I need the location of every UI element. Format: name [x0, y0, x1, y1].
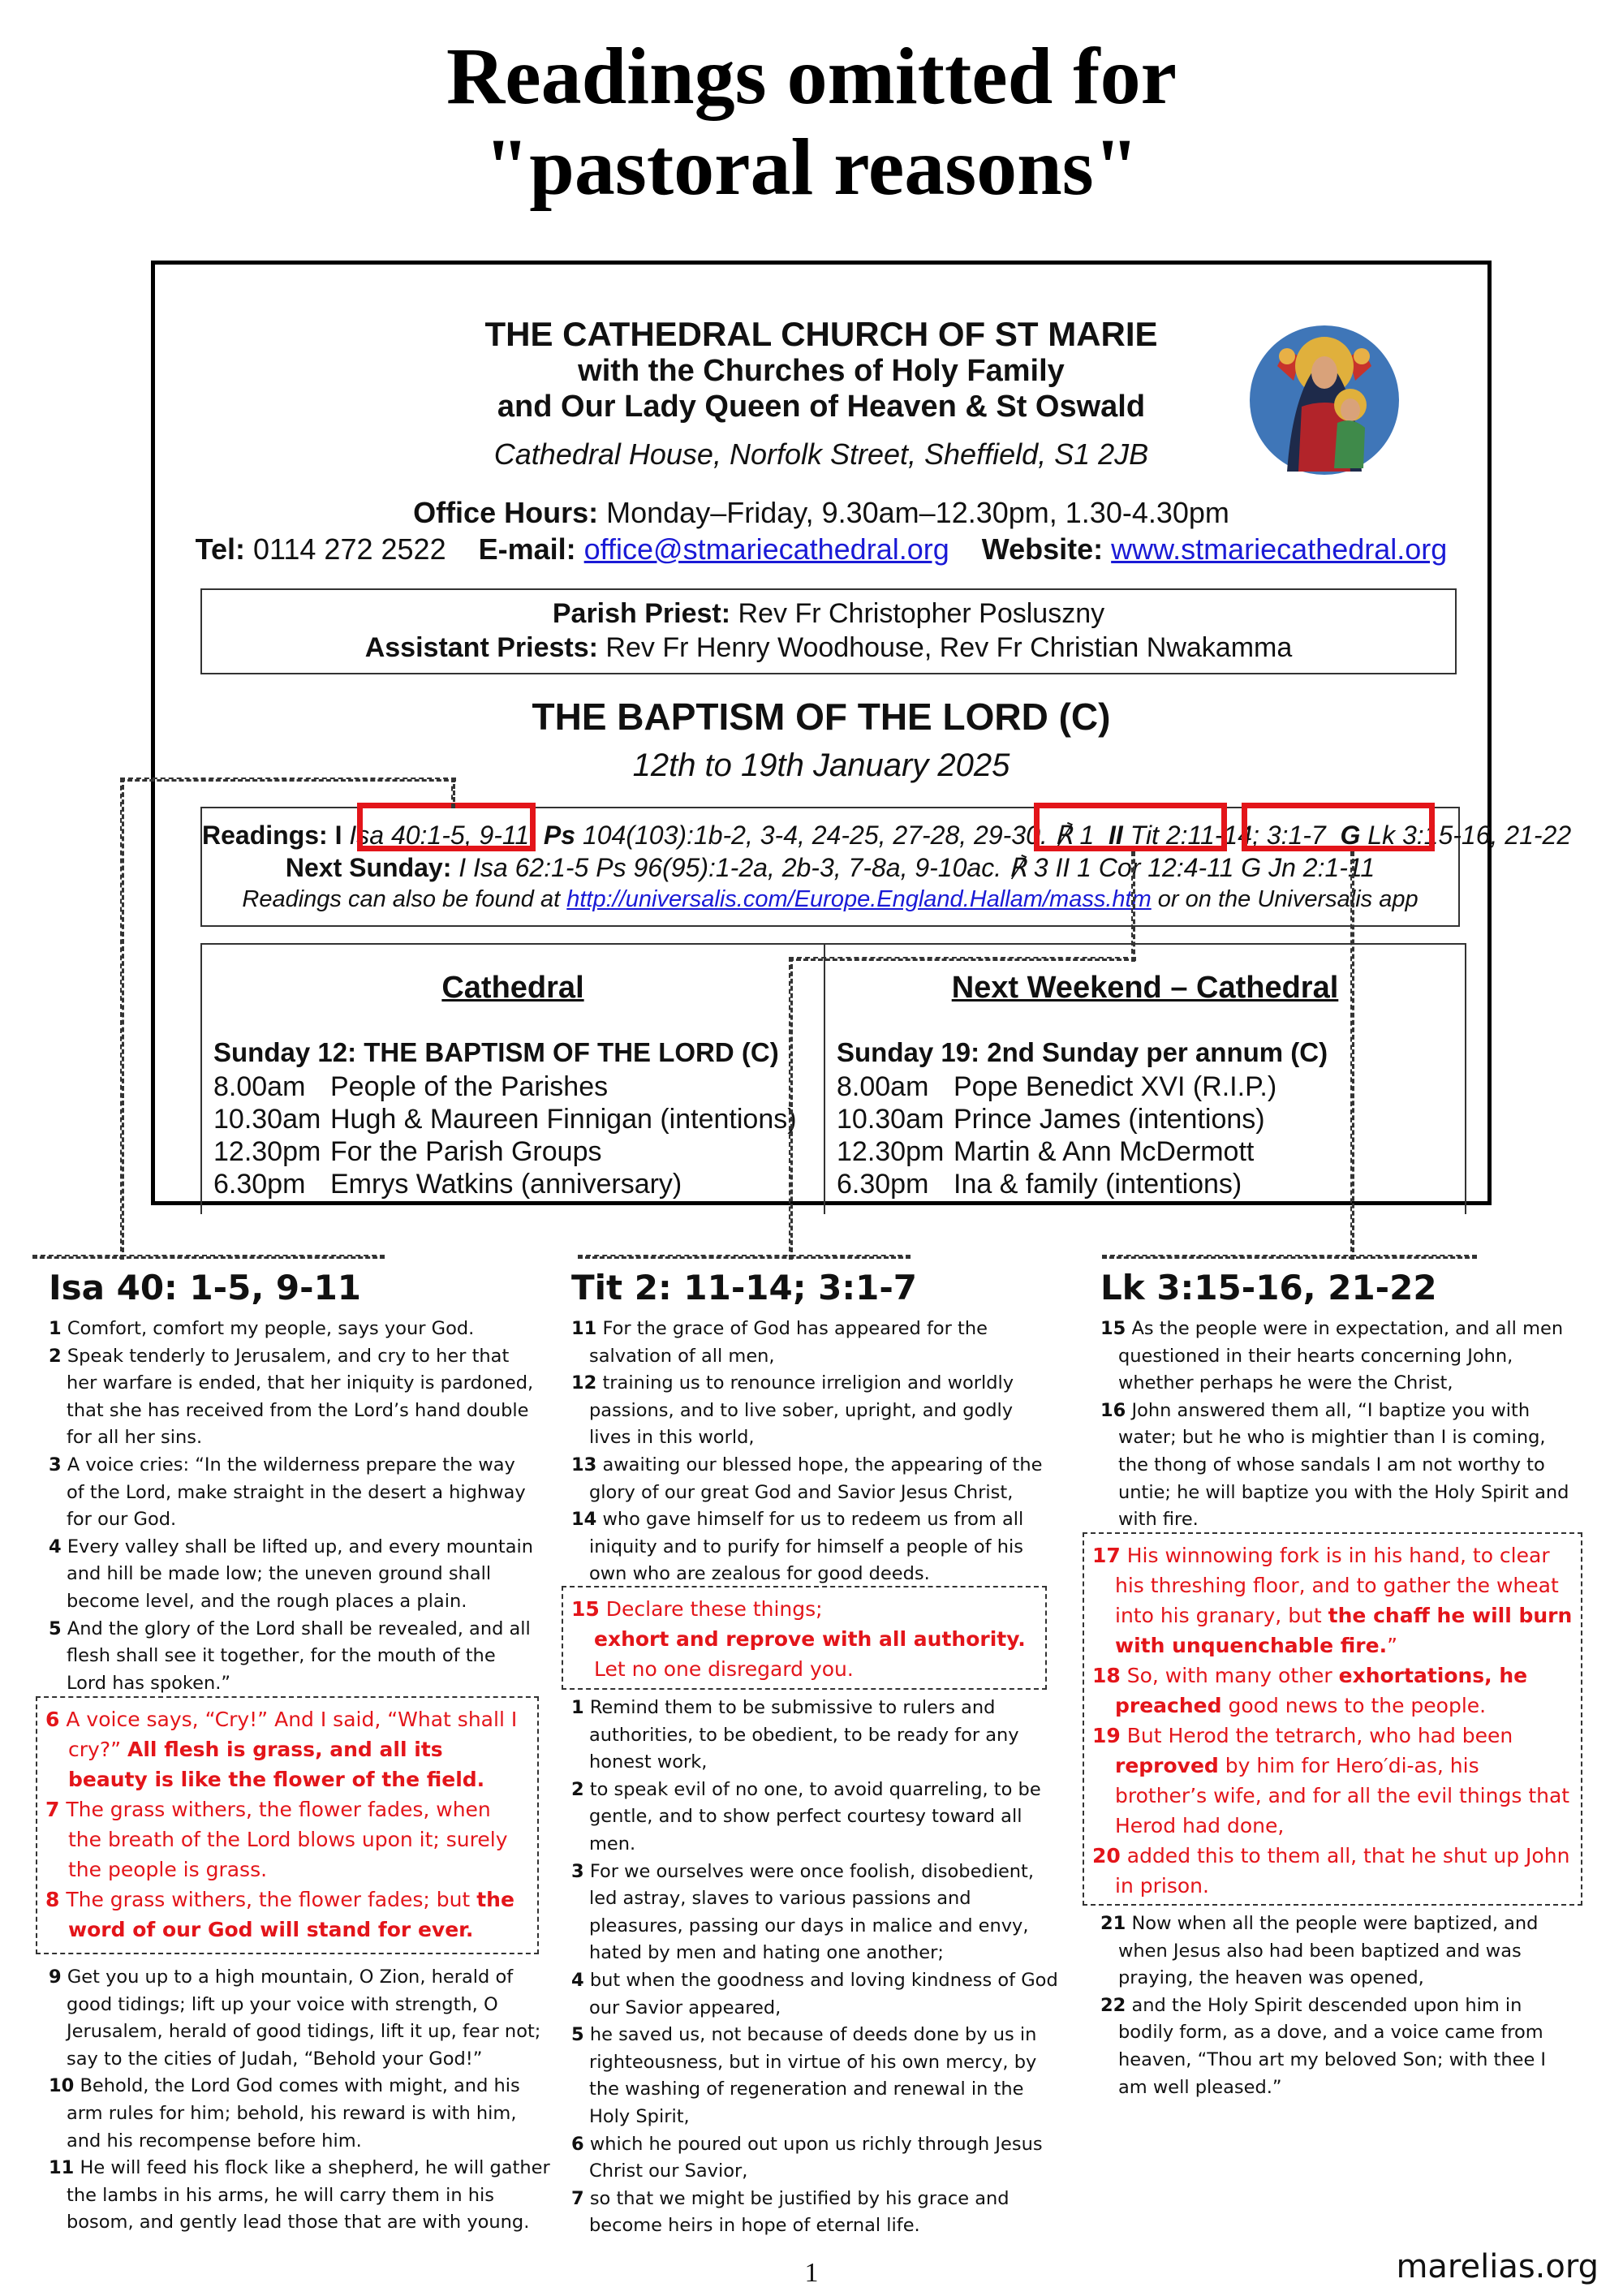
luke-verses-b	[1100, 1910, 1571, 2101]
mass-row: 6.30pm Ina & family (intentions)	[837, 1169, 1242, 1200]
church-name: THE CATHEDRAL CHURCH OF ST MARIE	[484, 315, 1158, 353]
mass-row: 8.00am Pope Benedict XVI (R.I.P.)	[837, 1071, 1277, 1102]
title-line-2: "pastoral reasons"	[484, 122, 1139, 212]
mass-row: 12.30pm Martin & Ann McDermott	[837, 1136, 1255, 1167]
isaiah-verses-b	[49, 1964, 552, 2237]
verse: 10 Behold, the Lord God comes with might, and his arm rules for him; behold, his reward is with him, and his recompense before him.	[49, 2075, 520, 2152]
verse: 5 And the glory of the Lord shall be revealed, and all flesh shall see it together, for the mouth of the Lord has spoken.”	[49, 1618, 531, 1694]
connector-2-vertical	[789, 957, 793, 1260]
connector-3-vertical	[1350, 851, 1354, 1260]
verse: 3 A voice cries: “In the wilderness prepare the way of the Lord, make straight in the desert a highway for our God.	[49, 1454, 526, 1531]
verse: 21 Now when all the people were baptized, and when Jesus also had been baptized and was praying, the heaven was opened,	[1100, 1913, 1539, 1989]
title-line-1: Readings omitted for	[446, 31, 1177, 121]
connector-1-base	[32, 1255, 385, 1259]
next-sunday-readings: Next Sunday: I Isa 62:1-5 Ps 96(95):1-2a, 2b-3, 7-8a, 9-10ac. ℟ 3 II 1 Cor 12:4-11 G Jn 2:1-11	[285, 853, 1375, 882]
omitted-verse: 18 So, with many other exhortations, he preached good news to the people.	[1092, 1664, 1528, 1717]
page-number: 1	[804, 2258, 819, 2288]
isaiah-verses-a	[49, 1316, 536, 1697]
isaiah-omitted-box	[36, 1696, 539, 1954]
connector-2-base	[578, 1255, 911, 1259]
masses-box	[200, 943, 1466, 1214]
church-line-2: with the Churches of Holy Family	[578, 354, 1065, 388]
address: Cathedral House, Norfolk Street, Sheffield, S1 2JB	[493, 437, 1149, 471]
reading-3: Lk 3:15-16, 21-22	[1367, 821, 1572, 850]
reading-1: Isa 40:1-5, 9-11	[349, 821, 530, 850]
verse: 15 As the people were in expectation, and all men questioned in their hearts concerning John, whether perhaps he were the Christ,	[1100, 1318, 1564, 1394]
mass-row: 8.00am People of the Parishes	[213, 1071, 609, 1102]
connector-1-down	[451, 778, 455, 808]
highlight-reading-1	[357, 803, 536, 851]
verse: 6 which he poured out upon us richly through Jesus Christ our Savior,	[571, 2133, 1043, 2182]
omitted-verse: 6 A voice says, “Cry!” And I said, “What shall I cry?” All flesh is grass, and all its beauty is like the flower of the field.	[45, 1708, 518, 1791]
verse: 14 who gave himself for us to redeem us from all iniquity and to purify for himself a people of his own who are zealous for good deeds.	[571, 1509, 1024, 1585]
titus-verses-b	[571, 1695, 1066, 2240]
connector-1-top	[120, 778, 456, 782]
contact-line: Tel: 0114 272 2522 E-mail: office@stmariecathedral.org Website: www.stmariecathedral.org	[195, 532, 1448, 566]
next-weekend-masses	[825, 945, 1465, 1214]
next-weekend-heading: Next Weekend – Cathedral	[951, 971, 1339, 1005]
universalis-link[interactable]: http://universalis.com/Europe.England.Hallam/mass.htm	[566, 886, 1152, 912]
mass-row: 6.30pm Emrys Watkins (anniversary)	[213, 1169, 682, 1200]
omitted-verse: 7 The grass withers, the flower fades, when the breath of the Lord blows upon it; surely the people is grass.	[45, 1798, 508, 1881]
titus-omitted-box	[562, 1586, 1047, 1690]
omitted-verse: 20 added this to them all, that he shut up John in prison.	[1092, 1844, 1570, 1898]
verse: 2 Speak tenderly to Jerusalem, and cry to her that her warfare is ended, that her iniquity is pardoned, that she has received from the Lord’s hand double for all her sins.	[49, 1345, 534, 1449]
connector-3-base	[1102, 1255, 1477, 1259]
luke-omitted-box	[1083, 1532, 1582, 1906]
readings-line: Readings: I Isa 40:1-5, 9-11 Ps 104(103):1b-2, 3-4, 24-25, 27-28, 29-30. ℟ 1 II Tit 2:11-14; 3:1-7 G Lk 3:15-16, 21-22	[202, 821, 1572, 850]
email-link[interactable]: office@stmariecathedral.org	[583, 532, 949, 566]
mass-row: 10.30am Prince James (intentions)	[837, 1104, 1265, 1135]
highlight-reading-3	[1242, 803, 1435, 851]
reading-2: Tit 2:11-14; 3:1-7	[1130, 821, 1326, 850]
website-link[interactable]: www.stmariecathedral.org	[1111, 532, 1448, 566]
verse: 5 he saved us, not because of deeds done by us in righteousness, but in virtue of his own mercy, by the washing of regeneration and renewal in the Holy Spirit,	[571, 2024, 1037, 2127]
verse: 16 John answered them all, “I baptize you with water; but he who is mightier than I is coming, the thong of whose sandals I am not worthy to untie; he will baptize you with the Holy Spirit and with fire.	[1100, 1399, 1569, 1531]
titus-title: Tit 2: 11-14; 3:1-7	[571, 1268, 918, 1307]
luke-verses-a	[1100, 1316, 1571, 1534]
connector-2-top	[789, 957, 1136, 961]
cathedral-masses	[202, 945, 825, 1214]
cathedral-heading: Cathedral	[441, 971, 584, 1005]
verse: 11 For the grace of God has appeared for the salvation of all men,	[571, 1318, 988, 1367]
assistant-priests: Assistant Priests: Rev Fr Henry Woodhouse, Rev Fr Christian Nwakamma	[364, 632, 1293, 663]
mass-row: 12.30pm For the Parish Groups	[213, 1136, 602, 1167]
omitted-verse: 8 The grass withers, the flower fades; but the word of our God will stand for ever.	[45, 1888, 514, 1941]
connector-2-up	[1131, 851, 1135, 962]
luke-title: Lk 3:15-16, 21-22	[1100, 1268, 1437, 1307]
readings-online: Readings can also be found at http://universalis.com/Europe.England.Hallam/mass.htm or on the Universalis app	[242, 886, 1419, 912]
verse: 1 Remind them to be submissive to rulers and authorities, to be obedient, to be ready for any honest work,	[571, 1697, 1019, 1773]
bulletin-excerpt	[151, 261, 1572, 1205]
verse: 1 Comfort, comfort my people, says your God.	[49, 1318, 475, 1339]
verse: 4 but when the goodness and loving kindness of God our Savior appeared,	[571, 1969, 1058, 2018]
verse: 12 training us to renounce irreligion and worldly passions, and to live sober, upright, and godly lives in this world,	[571, 1372, 1014, 1449]
cathedral-sunday: Sunday 12: THE BAPTISM OF THE LORD (C)	[213, 1037, 779, 1067]
priests-box	[200, 588, 1457, 674]
highlight-reading-2	[1034, 803, 1227, 851]
next-sunday: Sunday 19: 2nd Sunday per annum (C)	[837, 1037, 1328, 1067]
verse: 22 and the Holy Spirit descended upon him in bodily form, as a dove, and a voice came from heaven, “Thou art my beloved Son; with thee I am well pleased.”	[1100, 1994, 1547, 2098]
page-title	[0, 31, 1623, 213]
connector-1-vertical	[120, 778, 124, 1260]
titus-verses-a	[571, 1316, 1058, 1588]
mass-row: 10.30am Hugh & Maureen Finnigan (intentions)	[213, 1104, 797, 1135]
verse: 4 Every valley shall be lifted up, and every mountain and hill be made low; the uneven ground shall become level, and the rough places a plain.	[49, 1536, 534, 1612]
verse: 13 awaiting our blessed hope, the appearing of the glory of our great God and Savior Jesus Christ,	[571, 1454, 1043, 1503]
omitted-verse: 17 His winnowing fork is in his hand, to clear his threshing floor, and to gather the wheat into his granary, but the chaff he will burn with unquenchable fire.”	[1092, 1544, 1573, 1657]
verse: 7 so that we might be justified by his grace and become heirs in hope of eternal life.	[571, 2187, 1010, 2237]
isaiah-title: Isa 40: 1-5, 9-11	[49, 1268, 362, 1307]
verse: 3 For we ourselves were once foolish, disobedient, led astray, slaves to various passions and pleasures, passing our days in malice and envy, hated by men and hating one another;	[571, 1860, 1035, 1964]
omitted-verse: 15 Declare these things; exhort and reprove with all authority. Let no one disregard you.	[571, 1597, 1026, 1681]
omitted-verse: 19 But Herod the tetrarch, who had been reproved by him for Hero′di-as, his brother’s wife, and for all the evil things that Herod had done,	[1092, 1724, 1570, 1837]
verse: 11 He will feed his flock like a shepherd, he will gather the lambs in his arms, he will carry them in his bosom, and gently lead those that are with young.	[49, 2157, 550, 2234]
parish-priest: Parish Priest: Rev Fr Christopher Posluszny	[552, 598, 1105, 629]
office-hours: Office Hours: Monday–Friday, 9.30am–12.30pm, 1.30-4.30pm	[413, 496, 1229, 529]
site-watermark: marelias.org	[1396, 2248, 1599, 2285]
church-line-3: and Our Lady Queen of Heaven & St Oswald	[497, 390, 1146, 424]
feast-dates: 12th to 19th January 2025	[632, 747, 1010, 783]
madonna-icon	[1245, 309, 1404, 488]
verse: 2 to speak evil of no one, to avoid quarreling, to be gentle, and to show perfect courtesy toward all men.	[571, 1778, 1041, 1854]
verse: 9 Get you up to a high mountain, O Zion, herald of good tidings; lift up your voice with strength, O Jerusalem, herald of good tidings, lift it up, fear not; say to the cities of Judah, “Behold your God!”	[49, 1966, 541, 2070]
feast-title: THE BAPTISM OF THE LORD (C)	[532, 696, 1111, 738]
